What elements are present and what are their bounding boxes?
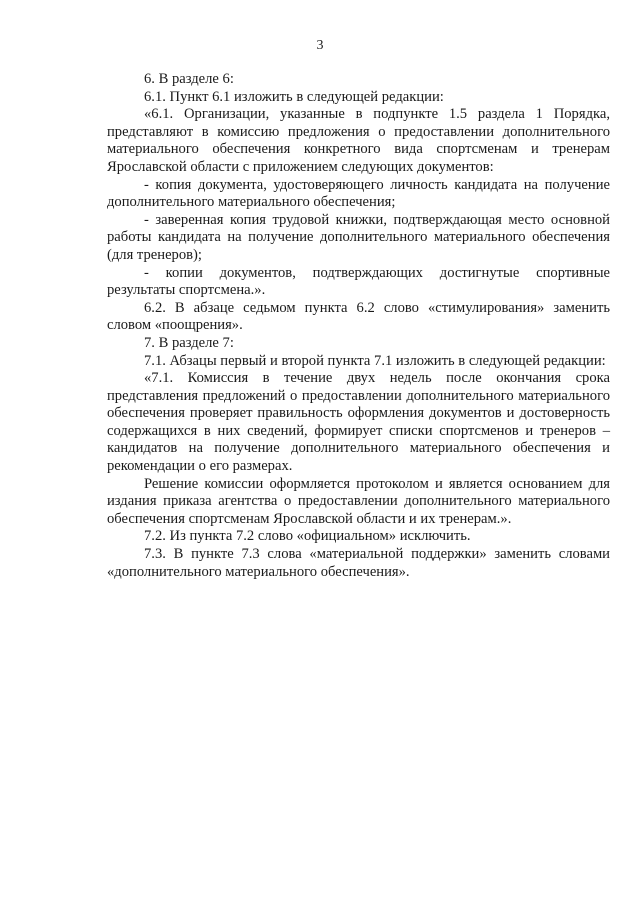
paragraph-6-1-intro: 6.1. Пункт 6.1 изложить в следующей редакции: <box>144 88 444 105</box>
paragraph-decision: Решение комиссии оформляется протоколом и является основанием для издания приказа агентства о предоставлении дополнительного материального обеспечения спортсменам Ярославской области и их тренерам.». <box>107 475 610 527</box>
paragraph-6-1-text: «6.1. Организации, указанные в подпункте 1.5 раздела 1 Порядка, представляют в комиссию предложения о предоставлении дополнительного материального обеспечения конкретного вида спортсменам и тренерам Ярославской области с приложением следующих документов: <box>107 106 610 175</box>
paragraph-7-2: 7.2. Из пункта 7.2 слово «официальном» исключить. <box>144 528 471 545</box>
paragraph-7-1-text: «7.1. Комиссия в течение двух недель после окончания срока представления предложений о предоставлении дополнительного материального обеспечения проверяет правильность оформления документов и достоверность содержащихся в них сведений, формирует списки спортсменов и тренеров – кандидатов на получение дополнительного материального обеспечения и рекомендации о его размерах. <box>107 370 610 475</box>
paragraph-6-2: 6.2. В абзаце седьмом пункта 6.2 слово «стимулирования» заменить словом «поощрения». <box>107 299 610 334</box>
paragraph-7-1-intro: 7.1. Абзацы первый и второй пункта 7.1 изложить в следующей редакции: <box>144 352 606 369</box>
page-number: 3 <box>316 38 324 53</box>
paragraph-7-3: 7.3. В пункте 7.3 слова «материальной поддержки» заменить словами «дополнительного материального обеспечения». <box>107 546 610 580</box>
paragraph-list-item-3: - копии документов, подтверждающих достигнутые спортивные результаты спортсмена.». <box>107 264 610 299</box>
paragraph-section-7: 7. В разделе 7: <box>144 334 234 351</box>
document-body <box>107 71 610 581</box>
paragraph-list-item-2: - заверенная копия трудовой книжки, подтверждающая место основной работы кандидата на получение дополнительного материального обеспечения (для тренеров); <box>107 211 610 263</box>
paragraph-section-6: 6. В разделе 6: <box>144 71 234 87</box>
paragraph-list-item-1: - копия документа, удостоверяющего личность кандидата на получение дополнительного материального обеспечения; <box>107 176 610 211</box>
